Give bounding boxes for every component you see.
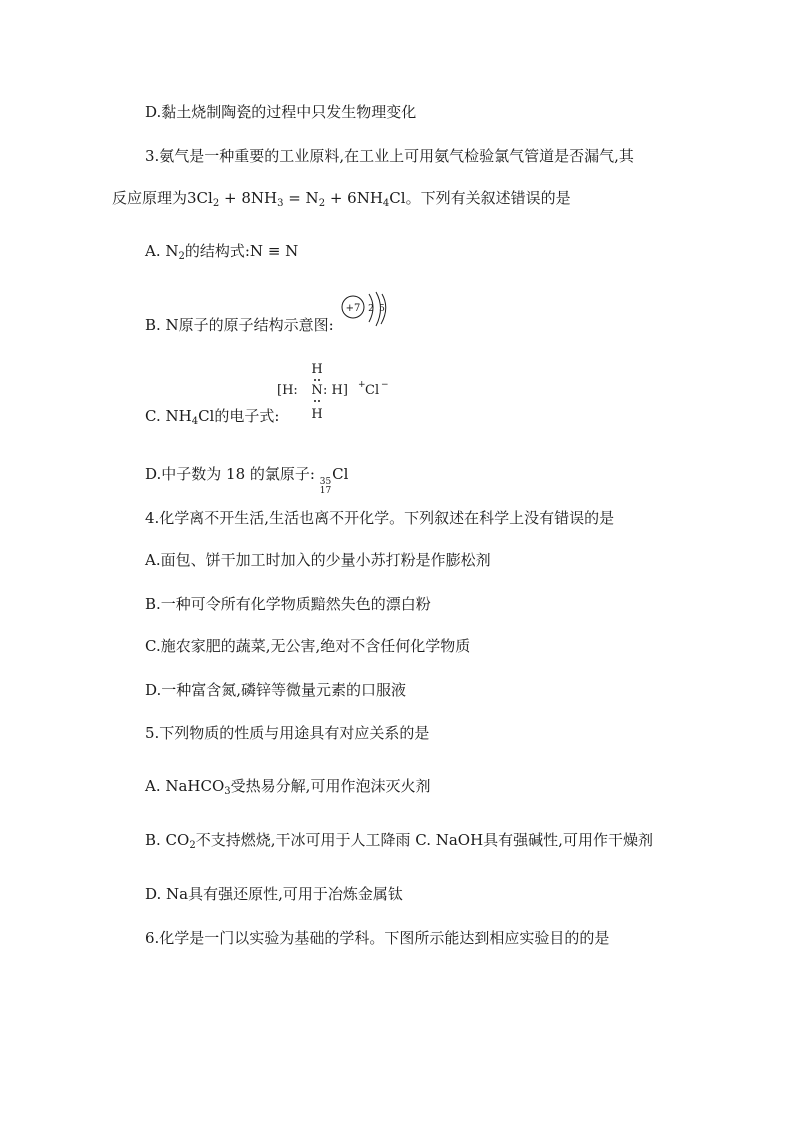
q3-option-d: D.中子数为 18 的氯原子: 35 17 Cl: [145, 465, 349, 496]
reaction-equation: $3Cl_2 + 8NH_3 = N_2 + 6NH_4Cl$: [187, 189, 406, 209]
q3-option-a: A. $N_2$的结构式:N ≡ N: [145, 242, 299, 262]
nucleus-charge: +7: [345, 303, 361, 314]
q5-option-a: A. NaHCO$_3$受热易分解,可用作泡沫灭火剂: [145, 777, 431, 797]
q6-stem: 6.化学是一门以实验为基础的学科。下图所示能达到相应实验目的的是: [145, 929, 610, 947]
q3-stem-line1: 3.氨气是一种重要的工业原料,在工业上可用氨气检验氯气管道是否漏气,其: [145, 147, 634, 165]
atom-structure-diagram: [338, 290, 390, 336]
ed-minus: −: [381, 380, 389, 390]
ed-cl: Cl: [365, 383, 380, 398]
ed-plus: +: [358, 380, 366, 390]
q4-stem: 4.化学离不开生活,生活也离不开化学。下列叙述在科学上没有错误的是: [145, 509, 615, 527]
ed-top-h: H: [311, 362, 323, 377]
isotope-numbers: 35 17: [319, 477, 332, 496]
q4-option-a: A.面包、饼干加工时加入的少量小苏打粉是作膨松剂: [145, 551, 491, 569]
shell-1-electrons: 2: [368, 304, 374, 314]
q3-option-b: B. N原子的原子结构示意图:: [145, 316, 334, 334]
q3-stem-text: 反应原理为: [112, 189, 188, 207]
q3-stem-text-end: 。下列有关叙述错误的是: [405, 189, 571, 207]
q4-option-c: C.施农家肥的蔬菜,无公害,绝对不含任何化学物质: [145, 637, 471, 655]
q5-option-b: B. $CO_2$不支持燃烧,干冰可用于人工降雨 C. NaOH具有强碱性,可用作干燥剂: [145, 831, 653, 851]
q4-option-b: B.一种可令所有化学物质黯然失色的漂白粉: [145, 595, 431, 613]
q3-stem-line2: [112, 188, 571, 208]
ed-n: N: [311, 383, 323, 398]
q4-option-d: D.一种富含氮,磷锌等微量元素的口服液: [145, 681, 407, 699]
q5-option-d: D. Na具有强还原性,可用于冶炼金属钛: [145, 885, 403, 903]
q5-stem: 5.下列物质的性质与用途具有对应关系的是: [145, 724, 430, 742]
ed-right: : H]: [323, 383, 348, 398]
ed-bottom-h: H: [311, 407, 323, 422]
q2-option-d: D.黏土烧制陶瓷的过程中只发生物理变化: [145, 103, 417, 121]
shell-2-electrons: 5: [379, 304, 385, 314]
nh4cl-electron-formula: [274, 360, 394, 424]
q3-option-c: C. $NH_4Cl$的电子式:: [145, 407, 280, 427]
ed-left: [H:: [277, 383, 298, 398]
